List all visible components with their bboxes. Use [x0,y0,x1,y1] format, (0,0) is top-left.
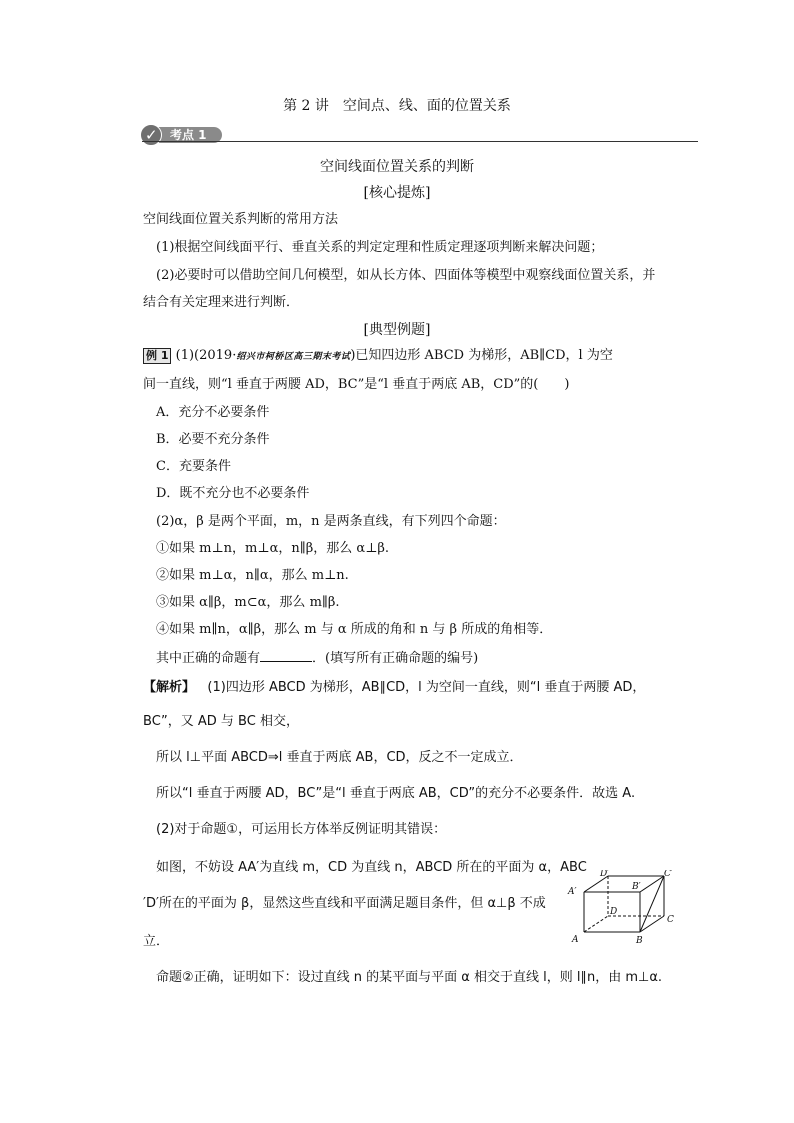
option-a: A．充分不必要条件 [156,405,270,420]
label-b1: B′ [632,882,641,892]
badge-label: 考点 1 [170,128,207,142]
q1-text: )已知四边形 ABCD 为梯形，AB∥CD，l 为空 [350,348,613,363]
solution-text-1: (1)四边形 ABCD 为梯形，AB∥CD，l 为空间一直线，则“l 垂直于两腰 AD， [207,680,646,695]
edge-ad [584,916,608,932]
solution-line-7: ′D′所在的平面为 β，显然这些直线和平面满足题目条件，但 α⊥β 不成 [143,896,546,911]
solution-line-6: 如图，不妨设 AA′为直线 m，CD 为直线 n，ABCD 所在的平面为 α，ABC [156,860,587,875]
solution-line-9: 命题②正确，证明如下：设过直线 n 的某平面与平面 α 相交于直线 l，则 l∥n，由 m⊥α. [156,970,663,985]
label-d: D [610,907,618,917]
method-heading: 空间线面位置关系判断的常用方法 [143,212,339,227]
ask-suffix: ．(填写所有正确命题的编号) [312,651,479,666]
label-a: A [572,935,579,945]
solution-line-5: (2)对于命题①，可运用长方体举反例证明其错误： [156,822,447,837]
method-item-1: (1)根据空间线面平行、垂直关系的判定定理和性质定理逐项判断来解决问题； [156,240,604,255]
core-heading: [核心提炼] [363,185,431,201]
question-2-ask [156,649,478,667]
ask-prefix: 其中正确的命题有 [156,651,261,666]
question-2-intro: (2)α，β 是两个平面，m，n 是两条直线，有下列四个命题： [156,514,506,529]
label-d1: D′ [600,870,610,879]
header-divider [142,141,698,142]
topic-badge [140,124,224,146]
proposition-1: ①如果 m⊥n，m⊥α，n∥β，那么 α⊥β. [156,541,390,556]
proposition-3: ③如果 α∥β，m⊂α，那么 m∥β. [156,595,340,610]
lesson-title: 第 2 讲 空间点、线、面的位置关系 [283,98,511,114]
proposition-2: ②如果 m⊥α，n∥α，那么 m⊥n. [156,568,349,583]
check-circle-icon: ✓ [145,126,158,144]
section-title: 空间线面位置关系的判断 [320,159,474,175]
solution-line-1 [143,680,645,696]
solution-line-8: 立． [143,934,170,949]
solution-label: 【解析】 [143,680,196,695]
label-c: C [667,915,674,925]
option-b: B．必要不充分条件 [156,432,270,447]
q1-source: 绍兴市柯桥区高三期末考试 [236,352,351,362]
label-b: B [636,936,643,946]
label-c1: C′ [664,870,673,879]
example-badge: 例 1 [143,348,171,364]
example-question-1 [143,348,613,364]
label-a1: A′ [568,887,577,897]
method-item-2-cont: 结合有关定理来进行判断． [143,295,300,310]
solution-line-3: 所以 l⊥平面 ABCD⇒l 垂直于两底 AB，CD，反之不一定成立． [156,750,523,765]
solution-line-2: BC”，又 AD 与 BC 相交， [143,714,299,729]
badge-circle [140,124,162,146]
proposition-4: ④如果 m∥n，α∥β，那么 m 与 α 所成的角和 n 与 β 所成的角相等． [156,622,553,637]
example-heading: [典型例题] [363,322,431,338]
method-item-2: (2)必要时可以借助空间几何模型，如从长方体、四面体等模型中观察线面位置关系，并 [156,268,656,283]
example-question-1-cont: 间一直线，则“l 垂直于两腰 AD，BC”是“l 垂直于两底 AB，CD”的( ) [143,377,570,392]
q1-prefix: (1)(2019· [175,348,237,363]
cuboid-figure [564,870,684,946]
option-c: C．充要条件 [156,459,231,474]
solution-line-4: 所以“l 垂直于两腰 AD，BC”是“l 垂直于两底 AB，CD”的充分不必要条件．故选 A. [156,786,636,801]
option-d: D．既不充分也不必要条件 [156,486,310,501]
answer-blank [260,649,312,662]
